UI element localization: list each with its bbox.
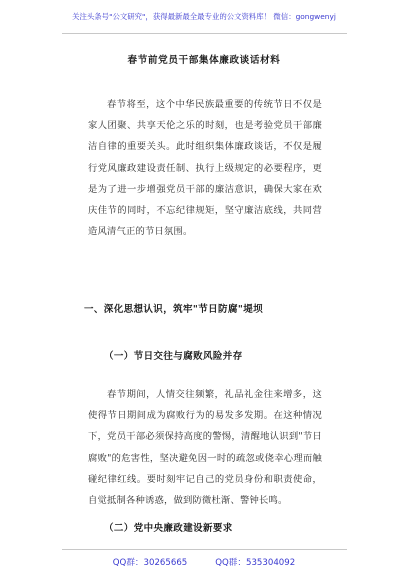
subsection-1-paragraph: 春节期间，人情交往频繁，礼品礼金往来增多，这使得节日期间成为腐败行为的易发多发期。在这种情况下，党员干部必须保持高度的警惕，清醒地认识到"节日腐败"的危害性，坚决避免因一时的疏忽或侥幸心理而触碰纪律红线。要时刻牢记自己的党员身份和职责使命，自觉抵制各种诱惑，做到防微杜渐、警钟长鸣。: [88, 389, 322, 507]
footer-qq-group-2: QQ群：535304092: [215, 558, 296, 568]
subsection-2-heading: （二）党中央廉政建设新要求: [104, 523, 233, 534]
section-1-heading: 一、深化思想认识，筑牢"节日防腐"堤坝: [84, 304, 263, 315]
subsection-1-heading: （一）节日交往与腐败风险并存: [104, 351, 243, 362]
footer-qq-group-1: QQ群：30265665: [112, 558, 188, 568]
intro-paragraph: 春节将至，这个中华民族最重要的传统节日不仅是家人团聚、共享天伦之乐的时刻，也是考验党员干部廉洁自律的重要关头。此时组织集体廉政谈话，不仅是履行党风廉政建设责任制、执行上级规定的必要程序，更是为了进一步增强党员干部的廉洁意识，确保大家在欢庆佳节的同时，不忘纪律规矩，坚守廉洁底线，共同营造风清气正的节日氛围。: [88, 99, 322, 238]
header-divider: [62, 33, 347, 34]
footer: [0, 556, 408, 568]
footer-divider: [62, 549, 347, 550]
document-title: 春节前党员干部集体廉政谈话材料: [127, 55, 281, 66]
header-banner: 关注头条号"公文研究"，获得最新最全最专业的公文资料库！ 微信：gongwenyj: [72, 12, 336, 21]
